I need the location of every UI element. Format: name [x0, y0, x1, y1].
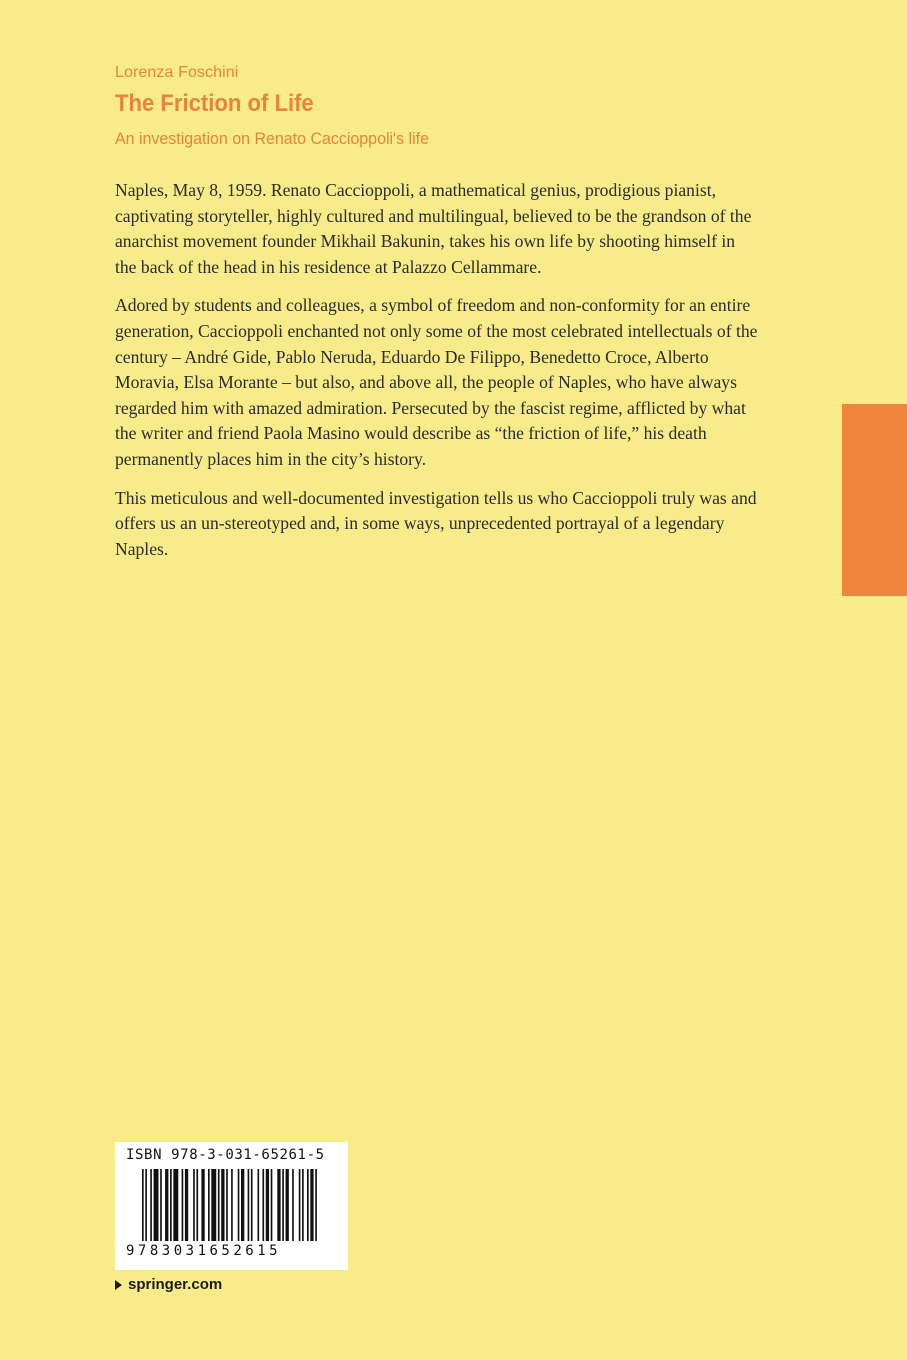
barcode-bar: [241, 1169, 244, 1241]
barcode-bar: [299, 1169, 301, 1241]
barcode-bar: [310, 1169, 313, 1241]
blurb-paragraph-3: This meticulous and well-documented investigation tells us who Caccioppoli truly was and offers us an un-stereotyped and, in some ways, unprecedented portrayal of a legendary Naples.: [115, 487, 757, 559]
barcode-bar: [282, 1169, 284, 1241]
barcode-bar: [231, 1169, 233, 1241]
barcode-icon: [142, 1169, 332, 1241]
barcode-bar: [271, 1169, 273, 1241]
barcode-bar: [226, 1169, 228, 1241]
barcode-bar: [165, 1169, 168, 1241]
barcode-bar: [266, 1169, 269, 1241]
barcode-bar: [173, 1169, 178, 1241]
isbn-barcode-block: [115, 1142, 348, 1270]
barcode-bar: [251, 1169, 253, 1241]
blurb-text: [115, 178, 760, 575]
arrow-right-icon: [115, 1280, 122, 1290]
blurb-paragraph-1: Naples, May 8, 1959. Renato Caccioppoli, a mathematical genius, prodigious pianist, captivating storyteller, highly cultured and multilingual, believed to be the grandson of the anarchist movement founder Mikhail Bakunin, takes his own life by shooting himself in the back of the head in his residence at Palazzo Cellammare.: [115, 180, 752, 277]
barcode-bar: [211, 1169, 216, 1241]
barcode-bar: [286, 1169, 289, 1241]
barcode-bar: [221, 1169, 224, 1241]
barcode-bar: [262, 1169, 264, 1241]
barcode-bar: [218, 1169, 220, 1241]
barcode-bar: [248, 1169, 250, 1241]
barcode-bar: [208, 1169, 210, 1241]
barcode-bar: [258, 1169, 260, 1241]
barcode-bar: [315, 1169, 317, 1241]
orange-side-tab: [842, 404, 907, 596]
barcode-bar: [201, 1169, 204, 1241]
barcode-bar: [307, 1169, 309, 1241]
barcode-bar: [142, 1169, 144, 1241]
barcode-bar: [238, 1169, 240, 1241]
barcode-bar: [160, 1169, 162, 1241]
barcode-bar: [277, 1169, 280, 1241]
book-subtitle: An investigation on Renato Caccioppoli's life: [115, 129, 429, 148]
barcode-bar: [150, 1169, 152, 1241]
barcode-digits: 9783031652615: [126, 1243, 282, 1259]
book-title: The Friction of Life: [115, 90, 314, 117]
barcode-bar: [196, 1169, 198, 1241]
barcode-bar: [185, 1169, 188, 1241]
author-name: Lorenza Foschini: [115, 64, 239, 81]
barcode-bar: [182, 1169, 184, 1241]
barcode-bar: [292, 1169, 294, 1241]
isbn-label: ISBN 978-3-031-65261-5: [126, 1147, 325, 1163]
publisher-website: springer.com: [128, 1276, 223, 1293]
barcode-bar: [193, 1169, 195, 1241]
barcode-bar: [302, 1169, 304, 1241]
blurb-paragraph-2: Adored by students and colleagues, a symbol of freedom and non-conformity for an entire generation, Caccioppoli enchanted not only some of the most celebrated intellectuals of the century – André Gide, Pablo Neruda, Eduardo De Filippo, Benedetto Croce, Alberto Moravia, Elsa Morante – but also, and above all, the people of Naples, who have always regarded him with amazed admiration. Persecuted by the fascist regime, afflicted by what the writer and friend Paola Masino would describe as “the friction of life,” his death permanently places him in the city’s history.: [115, 295, 758, 469]
barcode-bar: [170, 1169, 172, 1241]
barcode-bar: [154, 1169, 159, 1241]
publisher-link[interactable]: [115, 1276, 222, 1293]
barcode-bar: [145, 1169, 147, 1241]
